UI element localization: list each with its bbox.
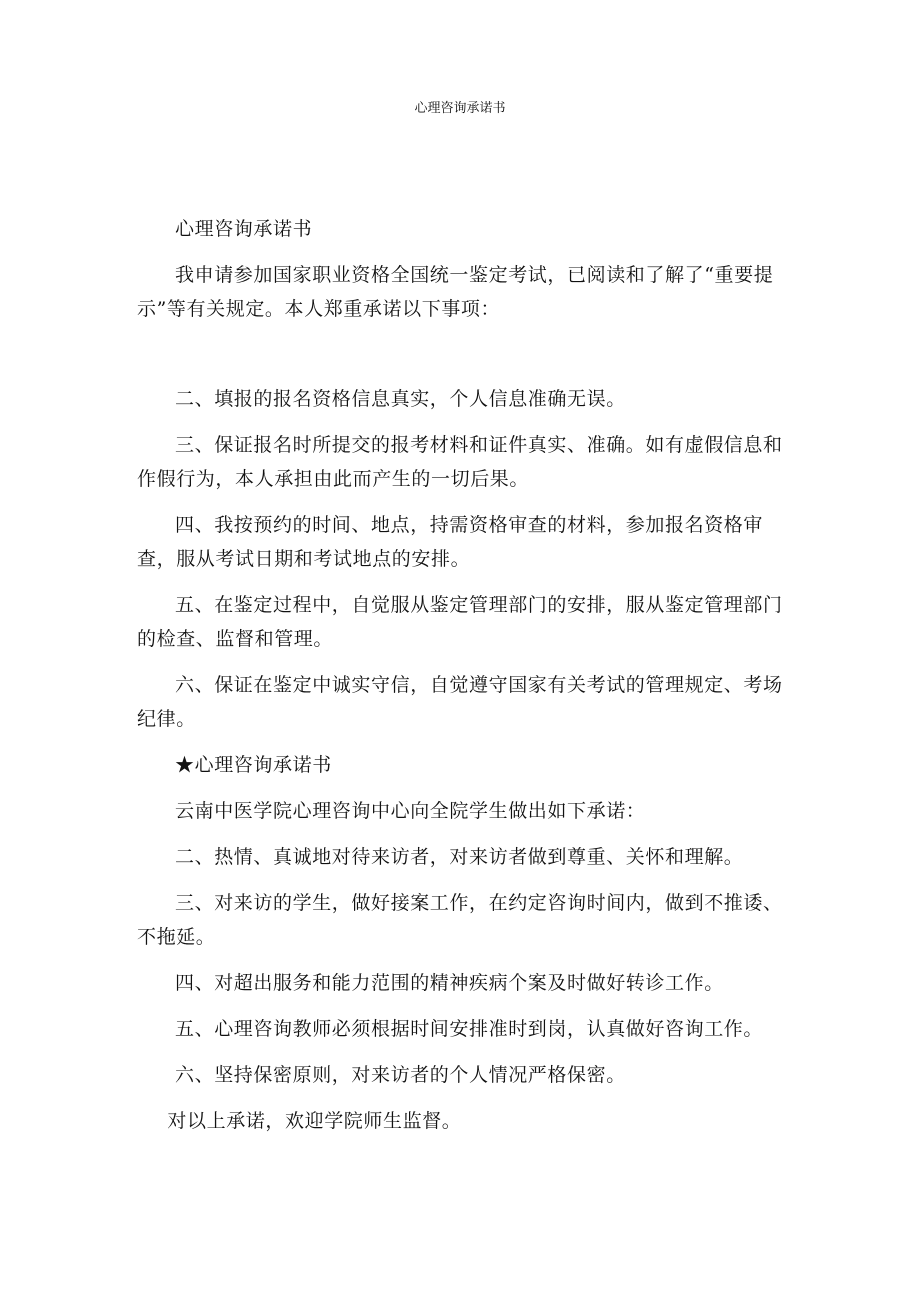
section2-title: ★心理咨询承诺书	[175, 754, 332, 776]
section1-item: 二、填报的报名资格信息真实，个人信息准确无误。	[175, 388, 626, 410]
section2-item: 四、对超出服务和能力范围的精神疾病个案及时做好转诊工作。	[175, 972, 724, 994]
section1-item: 四、我按预约的时间、地点，持需资格审查的材料，参加报名资格审查，服从考试日期和考试地点的安排。	[137, 514, 764, 570]
page-header-title: 心理咨询承诺书	[414, 101, 506, 116]
section1-intro: 我申请参加国家职业资格全国统一鉴定考试，已阅读和了解了“重要提示”等有关规定。本人郑重承诺以下事项：	[137, 264, 774, 320]
section2-intro: 云南中医学院心理咨询中心向全院学生做出如下承诺：	[175, 800, 646, 822]
section2-closing: 对以上承诺，欢迎学院师生监督。	[167, 1110, 462, 1132]
document-body	[137, 212, 802, 1138]
section1-item: 五、在鉴定过程中，自觉服从鉴定管理部门的安排，服从鉴定管理部门的检查、监督和管理。	[137, 594, 783, 650]
section1-title: 心理咨询承诺书	[175, 218, 313, 240]
section1-item: 六、保证在鉴定中诚实守信，自觉遵守国家有关考试的管理规定、考场纪律。	[137, 674, 783, 730]
section1-item: 三、保证报名时所提交的报考材料和证件真实、准确。如有虚假信息和作假行为，本人承担由此而产生的一切后果。	[137, 434, 783, 490]
section2-item: 五、心理咨询教师必须根据时间安排准时到岗，认真做好咨询工作。	[175, 1018, 764, 1040]
section2-item: 三、对来访的学生，做好接案工作，在约定咨询时间内，做到不推诿、不拖延。	[137, 892, 783, 948]
section2-item: 二、热情、真诚地对待来访者，对来访者做到尊重、关怀和理解。	[175, 846, 744, 868]
section2-item: 六、坚持保密原则，对来访者的个人情况严格保密。	[175, 1064, 626, 1086]
